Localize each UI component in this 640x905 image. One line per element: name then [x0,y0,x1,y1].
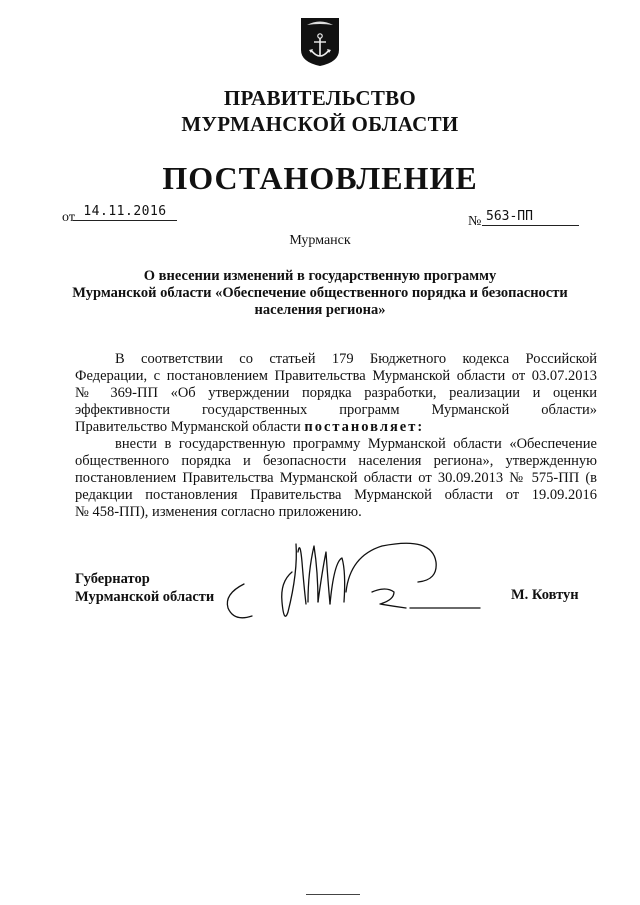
body-line: внести в государственную программу Мурманской области «Обеспечение [115,436,597,452]
number-label: № [468,214,482,229]
date-label: от [62,210,75,225]
number-value: 563-ПП [482,209,579,226]
body-line: общественного порядка и безопасности населения региона», утвержденную [75,453,597,469]
body-line: эффективности государственных программ Мурманской области» [75,402,597,418]
body-text: Правительство Мурманской области [75,419,305,435]
subject-line: Мурманской области «Обеспечение общественного порядка и безопасности [72,285,568,301]
body-line: № 458-ПП), изменения согласно приложению. [75,504,362,520]
signatory-name: М. Ковтун [511,587,579,603]
handwritten-signature-icon [222,532,482,632]
body-line: редакции постановления Правительства Мурманской области от 19.09.2016 [75,487,597,503]
coat-of-arms-icon [299,16,341,68]
signatory-title [75,570,214,606]
body-line: В соответствии со статьей 179 Бюджетного кодекса Российской [115,351,597,367]
city-name: Мурманск [289,233,351,248]
paragraph-resolution [75,436,597,521]
footer-divider [306,894,360,895]
body-line: постановлением Правительства Мурманской области от 30.09.2013 № 575-ПП (в [75,470,597,486]
government-title-line1: ПРАВИТЕЛЬСТВО [223,86,417,110]
body-line: № 369-ПП «Об утверждении порядка разработки, реализации и оценки [75,385,597,401]
document-type-title: ПОСТАНОВЛЕНИЕ [162,160,478,196]
decree-subject [70,268,570,319]
decree-keyword: постановляет: [304,419,425,435]
body-line [75,419,597,436]
body-line: Федерации, с постановлением Правительства Мурманской области от 03.07.2013 [75,368,597,384]
subject-line: О внесении изменений в государственную программу [143,268,497,284]
subject-line: населения региона» [254,302,386,318]
date-value: 14.11.2016 [73,204,177,221]
government-title-line2: МУРМАНСКОЙ ОБЛАСТИ [181,112,459,136]
paragraph-preamble [75,351,597,436]
signatory-title-line: Мурманской области [75,589,215,605]
signatory-title-line: Губернатор [75,571,150,587]
